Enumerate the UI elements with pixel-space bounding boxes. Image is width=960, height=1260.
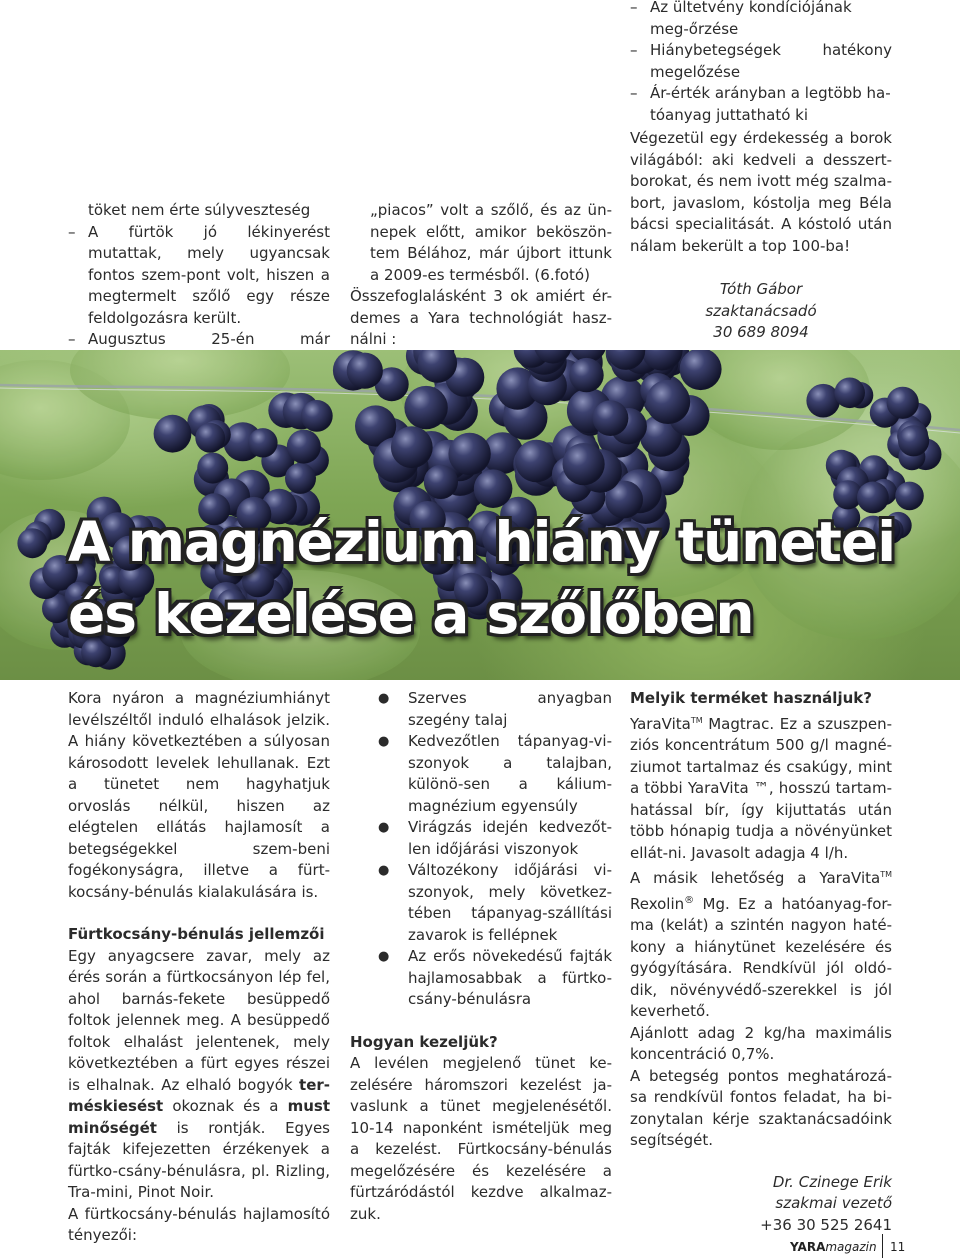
list-item: ● Változékony időjárási vi-szonyok, mely következ-tében tápanyag-szállítási zavarok is fellépnek bbox=[350, 860, 612, 946]
grape-cluster-photo bbox=[0, 350, 960, 680]
upper-column-2 bbox=[350, 200, 612, 351]
list-item: ● Szerves anyagban szegény talaj bbox=[350, 688, 612, 731]
paragraph: Ajánlott adag 2 kg/ha maximális koncentráció 0,7%. bbox=[630, 1023, 892, 1063]
top-right-list bbox=[630, 0, 892, 126]
list-item: ● Virágzás idején kedvezőt-len időjárási viszonyok bbox=[350, 817, 612, 860]
bullet-icon: ● bbox=[378, 691, 390, 706]
list-item: ● Az erős növekedésű fajták hajlamosabbak a fürtko-csány-bénulásra bbox=[350, 946, 612, 1011]
author-name: Dr. Czinege Erik bbox=[772, 1172, 892, 1191]
paragraph: A levélen megjelenő tünet ke-zelésére háromszori kezelést ja-vaslunk a tünet megjelenésétől. 10-14 naponként ismételjük meg a kezelést. Fürtkocsány-bénulás megelőzésére és kezelésére a fürtzáródástól kezdve alkalmaz-zuk. bbox=[350, 1054, 612, 1223]
bullet-icon: ● bbox=[378, 820, 390, 835]
upper-column-3 bbox=[630, 128, 892, 344]
paragraph: YaraVita™ Magtrac. Ez a szuszpen-ziós koncentrátum 500 g/l magné-ziumot tartalmaz és csakúgy, mint a többi YaraVita ™, hosszú tartam-hatással bír, így kijuttatás után több hónapig tudja a növényünket ellát-ni. Javasolt adagja 4 l/h. bbox=[630, 714, 892, 862]
section-heading: Melyik terméket használjuk? bbox=[630, 689, 872, 707]
paragraph: Összefoglalásként 3 ok amiért ér-demes a Yara technológiát hasz-nálni : bbox=[350, 287, 612, 348]
paragraph: Kora nyáron a magnéziumhiányt levélszéltől induló elhalások jelzik. A hiány következtében a súlyosan károsodott levelek lehullanak. Ezt a tünetet nem hagyhatjuk orvoslás nélkül, hiszen az elégtelen ellátás hajlamosít a betegségekkel szem-beni fogékonyságra, illetve a fürt-kocsány-bénulás kialakulására is. bbox=[68, 689, 330, 901]
lower-column-3 bbox=[630, 688, 892, 1236]
upper-column-1 bbox=[68, 200, 330, 351]
paragraph: A fürtkocsány-bénulás hajlamosító tényezői: bbox=[68, 1204, 330, 1244]
page-footer bbox=[790, 1240, 906, 1254]
list-item: ● Kedvezőtlen tápanyag-vi-szonyok a talajban, különö-sen a kálium-magnézium egyensúly bbox=[350, 731, 612, 817]
author-role: szakmai vezető bbox=[775, 1194, 892, 1212]
page-number: 11 bbox=[890, 1240, 906, 1254]
paragraph: Végezetül egy érdekesség a borok világából: aki kedveli a desszert-borokat, és nem ivott még szalma-bort, javaslom, kóstolja meg Béla bácsi specialitását. A kóstoló után nálam bekerült a top 100-ba! bbox=[630, 129, 892, 255]
lower-column-1 bbox=[68, 688, 330, 1247]
list-item: – Ár-érték arányban a legtöbb ha-tóanyag juttatható ki bbox=[630, 84, 891, 124]
paragraph: A másik lehetőség a YaraVita™ Rexolin® Mg. Ez a hatóanyag-for-ma (kelát) a szintén nagyon haté-kony a hiánytünet kezelésére és gyógyítására. Rendkívül jól oldó-dik, növényvédő-szerekkel is jól keverhető. bbox=[630, 869, 892, 1020]
list-item: – Augusztus 25-én már bbox=[68, 330, 330, 348]
author-name: Tóth Gábor bbox=[719, 280, 803, 298]
author-role: szaktanácsadó bbox=[705, 301, 817, 320]
list-item: – Hiánybetegségek hatékony megelőzése bbox=[630, 41, 892, 81]
paragraph: Egy anyagcsere zavar, mely az érés során a fürtkocsányon lép fel, ahol barnás-fekete besüppedő foltok jelennek meg. A besüppedő foltok elhalást jelentenek, mely következtében a fürt egyes részei is elhalnak. Az elhaló bogyók ter-méskiesést okoznak és a must minőségét is rontják. Egyes fajták kifejezetten érzékenyek a fürtko-csány-bénulásra, pl. Rizling, Tra-mini, Pinot Noir. bbox=[68, 946, 330, 1201]
bullet-icon: ● bbox=[378, 863, 390, 878]
author-phone: +36 30 525 2641 bbox=[760, 1215, 892, 1234]
article-title-line-1: A magnézium hiány tünetei bbox=[68, 510, 896, 574]
section-heading: Hogyan kezeljük? bbox=[350, 1032, 498, 1051]
factor-list bbox=[350, 688, 612, 1011]
author-phone: 30 689 8094 bbox=[713, 323, 809, 341]
lower-column-2 bbox=[350, 688, 612, 1225]
footer-divider bbox=[882, 1234, 883, 1258]
bullet-icon: ● bbox=[378, 949, 390, 964]
paragraph: A betegség pontos meghatározá-sa rendkívül fontos feladat, ha bi-zonytalan kérje szaktanácsadóink segítségét. bbox=[630, 1066, 892, 1149]
article-title-line-2: és kezelése a szőlőben bbox=[68, 582, 754, 646]
bullet-icon: ● bbox=[378, 734, 390, 749]
list-item: – Az ültetvény kondíciójának meg-őrzése bbox=[630, 0, 852, 38]
list-item: – A fürtök jó lékinyerést mutattak, mely ugyancsak fontos szem-pont volt, hiszen a megtermelt szőlő egy része feldolgozásra került. bbox=[68, 222, 330, 327]
paragraph: „piacos” volt a szőlő, és az ün-nepek előtt, amikor beköszön-tem Bélához, már újbort ittunk a 2009-es termésből. (6.fotó) bbox=[370, 201, 612, 284]
paragraph: töket nem érte súlyveszteség bbox=[88, 201, 311, 219]
magazine-brand: YARAmagazin bbox=[790, 1240, 877, 1254]
section-heading: Fürtkocsány-bénulás jellemzői bbox=[68, 925, 325, 943]
